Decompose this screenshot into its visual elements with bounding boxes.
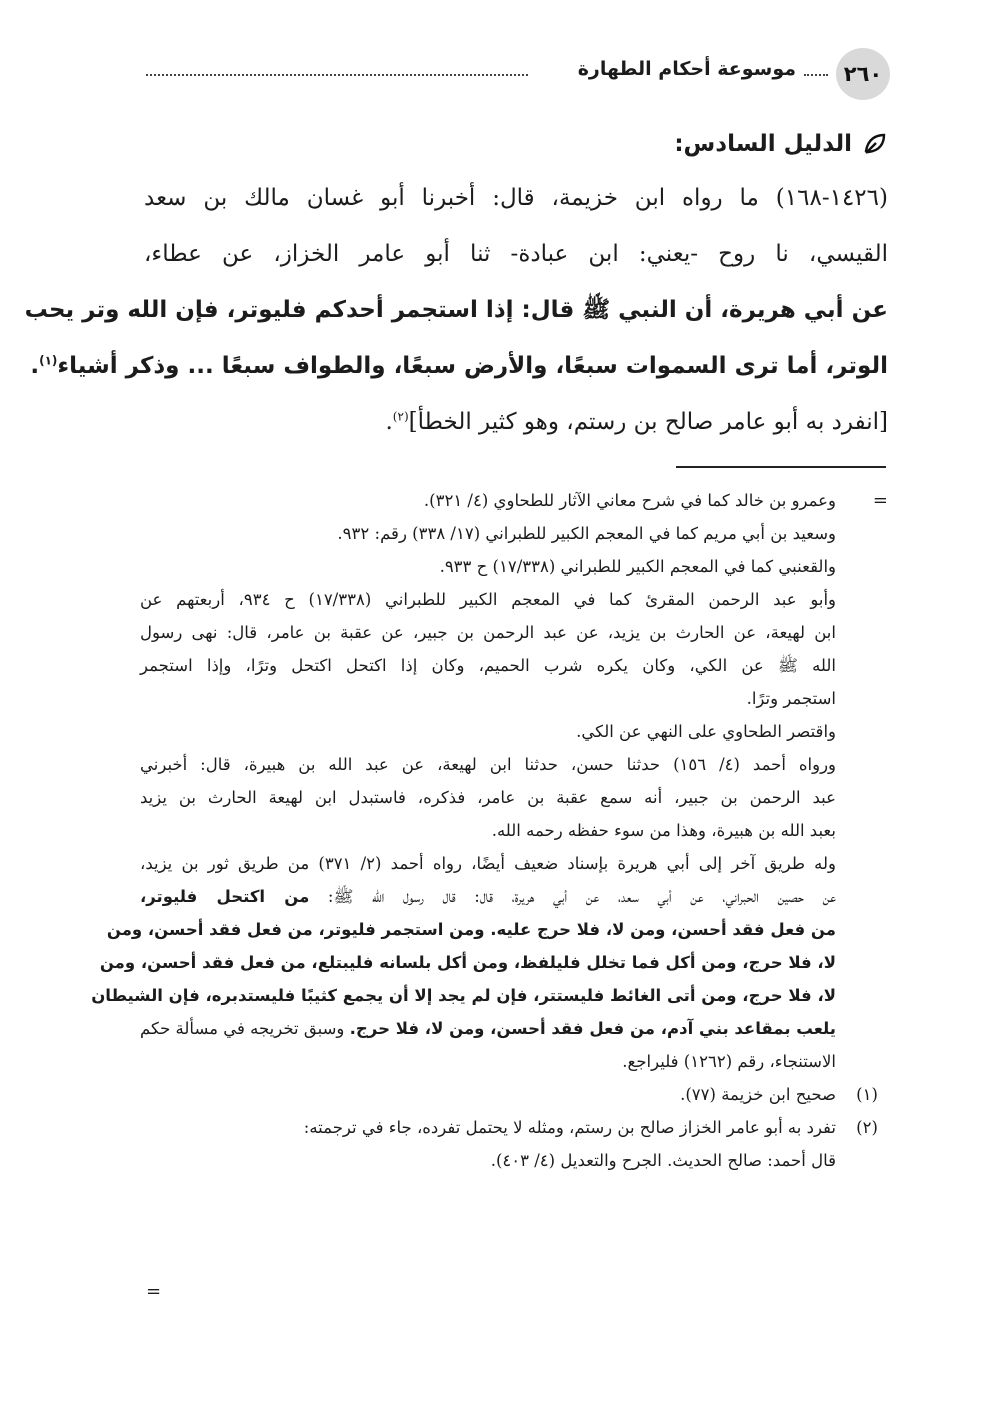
footnote-line: استجمر وترًا.	[746, 689, 836, 708]
section-heading	[144, 118, 888, 170]
footnote-line: وعمرو بن خالد كما في شرح معاني الآثار للطحاوي (٤/ ٣٢١).	[423, 491, 836, 510]
footnote-line	[140, 880, 836, 913]
running-header	[140, 48, 890, 100]
hadith-line-1: عن أبي هريرة، أن النبي ﷺ قال: إذا استجمر أحدكم فليوتر، فإن الله وتر يحب	[24, 297, 888, 323]
section-title: الدليل السادس:	[674, 131, 852, 157]
footnote-line: وأبو عبد الرحمن المقرئ كما في المعجم الكبير للطبراني (١٧/٣٣٨) ح ٩٣٤، أربعتهم عن	[140, 590, 836, 609]
hadith-line-2	[30, 338, 888, 394]
footnote-ref-1[interactable]: (١)	[39, 353, 58, 368]
footnote-line: عبد الرحمن بن جبير، أنه سمع عقبة بن عامر، فذكره، فاستبدل ابن لهيعة الحارث بن يزيد	[140, 788, 836, 807]
book-title: موسوعة أحكام الطهارة	[577, 58, 796, 80]
hadith-line-2-end: .	[30, 353, 40, 379]
main-text	[24, 118, 888, 450]
footnote-line: والقعنبي كما في المعجم الكبير للطبراني (١٧/٣٣٨) ح ٩٣٣.	[439, 557, 836, 576]
footnote-line: بعبد الله بن هبيرة، وهذا من سوء حفظه رحمه الله.	[491, 821, 836, 840]
footnote-line: قال أحمد: صالح الحديث. الجرح والتعديل (٤/ ٤٠٣).	[490, 1151, 836, 1170]
footnote-line-text: وسبق تخريجه في مسألة حكم	[140, 1019, 350, 1038]
page-number: ٢٦٠	[836, 48, 890, 100]
footnote-line: الله ﷺ عن الكي، وكان يكره شرب الحميم، وكان إذا اكتحل اكتحل وترًا، وإذا استجمر	[140, 656, 836, 675]
body-line-5-end: .	[385, 409, 393, 435]
footnote-text: تفرد به أبو عامر الخزاز صالح بن رستم، ومثله لا يحتمل تفرده، جاء في ترجمته:	[303, 1118, 836, 1137]
hadith-quote-line: من فعل فقد أحسن، ومن لا، فلا حرج عليه. ومن استجمر فليوتر، من فعل فقد أحسن، ومن	[106, 920, 836, 939]
header-dotted-rule-left	[146, 74, 528, 76]
footnote-separator	[676, 466, 886, 468]
hadith-quote-bold: من اكتحل فليوتر،	[140, 887, 310, 906]
footnote-number: (١)	[856, 1085, 878, 1104]
footnote-line: الاستنجاء، رقم (١٢٦٢) فليراجع.	[622, 1052, 836, 1071]
continuation-mark-top: =	[872, 490, 888, 511]
hadith-quote-line: لا، فلا حرج، ومن أكل فما تخلل فليلفظ، ومن أكل بلسانه فليبتلع، من فعل فقد أحسن، ومن	[99, 953, 836, 972]
footnote-line	[140, 1012, 836, 1045]
footnote-line: وسعيد بن أبي مريم كما في المعجم الكبير للطبراني (١٧/ ٣٣٨) رقم: ٩٣٢.	[337, 524, 836, 543]
footnotes	[91, 484, 878, 1177]
footnote-number: (٢)	[856, 1118, 878, 1137]
body-line-2: القيسي، نا روح -يعني: ابن عبادة- ثنا أبو عامر الخزاز، عن عطاء،	[144, 241, 888, 267]
footnote-2	[140, 1111, 878, 1144]
footnote-line: ورواه أحمد (٤/ ١٥٦) حدثنا حسن، حدثنا ابن لهيعة، عن عبد الله بن هبيرة، قال: أخبرني	[140, 755, 837, 774]
footnote-1	[140, 1078, 878, 1111]
footnote-text: صحيح ابن خزيمة (٧٧).	[680, 1085, 836, 1104]
hadith-line-2-text: الوتر، أما ترى السموات سبعًا، والأرض سبعًا، والطواف سبعًا ... وذكر أشياء	[57, 353, 888, 379]
footnote-line-text: عن حصين الحبراني، عن أبي سعد، عن أبي هريرة، قال: قال رسول الله ﷺ:	[309, 887, 836, 906]
continuation-mark-bottom: =	[146, 1281, 162, 1302]
footnote-line: واقتصر الطحاوي على النهي عن الكي.	[576, 722, 836, 741]
body-line-5-text: [انفرد به أبو عامر صالح بن رستم، وهو كثير الخطأ]	[408, 409, 888, 435]
footnote-line: ابن لهيعة، عن الحارث بن يزيد، عن عبد الرحمن بن جبير، عن عقبة بن عامر، قال: نهى رسول	[140, 623, 836, 642]
hadith-quote-line: لا، فلا حرج، ومن أتى الغائط فليستتر، فإن لم يجد إلا أن يجمع كثيبًا فليستدبره، فإن الشيطان	[91, 986, 836, 1005]
leaf-icon	[862, 131, 888, 157]
body-line-1: (١٤٢٦-١٦٨) ما رواه ابن خزيمة، قال: أخبرنا أبو غسان مالك بن سعد	[144, 185, 888, 211]
footnote-ref-2[interactable]: (٢)	[392, 409, 409, 424]
footnote-line: وله طريق آخر إلى أبي هريرة بإسناد ضعيف أيضًا، رواه أحمد (٢/ ٣٧١) من طريق ثور بن يزيد،	[140, 854, 836, 873]
body-line-5	[144, 394, 888, 450]
hadith-quote-bold: يلعب بمقاعد بني آدم، من فعل فقد أحسن، ومن لا، فلا حرج.	[349, 1019, 836, 1038]
header-dotted-rule-right	[804, 74, 828, 76]
